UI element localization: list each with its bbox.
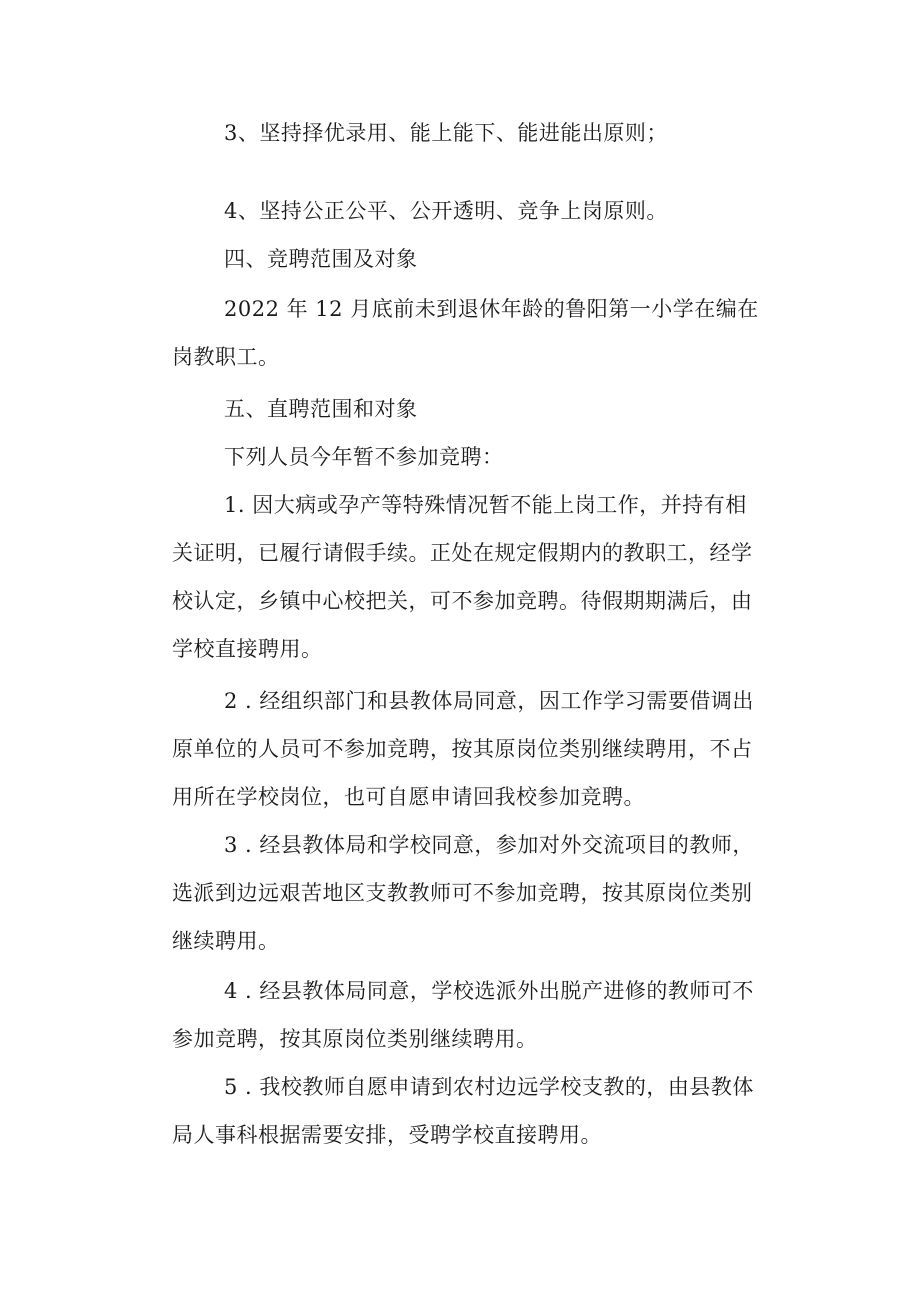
section-4-body-line: 2022 年 12 月底前未到退休年龄的鲁阳第一小学在编在 xyxy=(224,297,759,321)
item-1-line: 学校直接聘用。 xyxy=(172,637,323,661)
section-4-body-line: 岗教职工。 xyxy=(172,345,280,369)
item-3-line: 选派到边远艰苦地区支教教师可不参加竞聘，按其原岗位类别 xyxy=(172,881,753,905)
item-3-line: 继续聘用。 xyxy=(172,929,280,953)
item-5-line: 局人事科根据需要安排，受聘学校直接聘用。 xyxy=(172,1123,602,1147)
section-5-intro: 下列人员今年暂不参加竞聘： xyxy=(224,445,504,469)
principle-4: 4、坚持公正公平、公开透明、竞争上岗原则。 xyxy=(224,199,668,223)
section-5-heading: 五、直聘范围和对象 xyxy=(224,397,418,421)
item-4-line: 4 . 经县教体局同意，学校选派外出脱产进修的教师可不 xyxy=(224,979,754,1003)
item-4-line: 参加竞聘，按其原岗位类别继续聘用。 xyxy=(172,1027,538,1051)
item-1-line: 关证明，已履行请假手续。正处在规定假期内的教职工，经学 xyxy=(172,541,753,565)
item-2-line: 2 . 经组织部门和县教体局同意，因工作学习需要借调出 xyxy=(224,689,754,713)
principle-3: 3、坚持择优录用、能上能下、能进能出原则； xyxy=(224,121,668,145)
item-3-line: 3 . 经县教体局和学校同意，参加对外交流项目的教师， xyxy=(224,833,754,857)
section-4-heading: 四、竞聘范围及对象 xyxy=(224,247,418,271)
item-2-line: 用所在学校岗位，也可自愿申请回我校参加竞聘。 xyxy=(172,785,645,809)
item-1-line: 1. 因大病或孕产等特殊情况暂不能上岗工作，并持有相 xyxy=(224,493,747,517)
item-5-line: 5 . 我校教师自愿申请到农村边远学校支教的，由县教体 xyxy=(224,1075,754,1099)
item-1-line: 校认定，乡镇中心校把关，可不参加竞聘。待假期期满后，由 xyxy=(172,589,753,613)
item-2-line: 原单位的人员可不参加竞聘，按其原岗位类别继续聘用，不占 xyxy=(172,737,753,761)
